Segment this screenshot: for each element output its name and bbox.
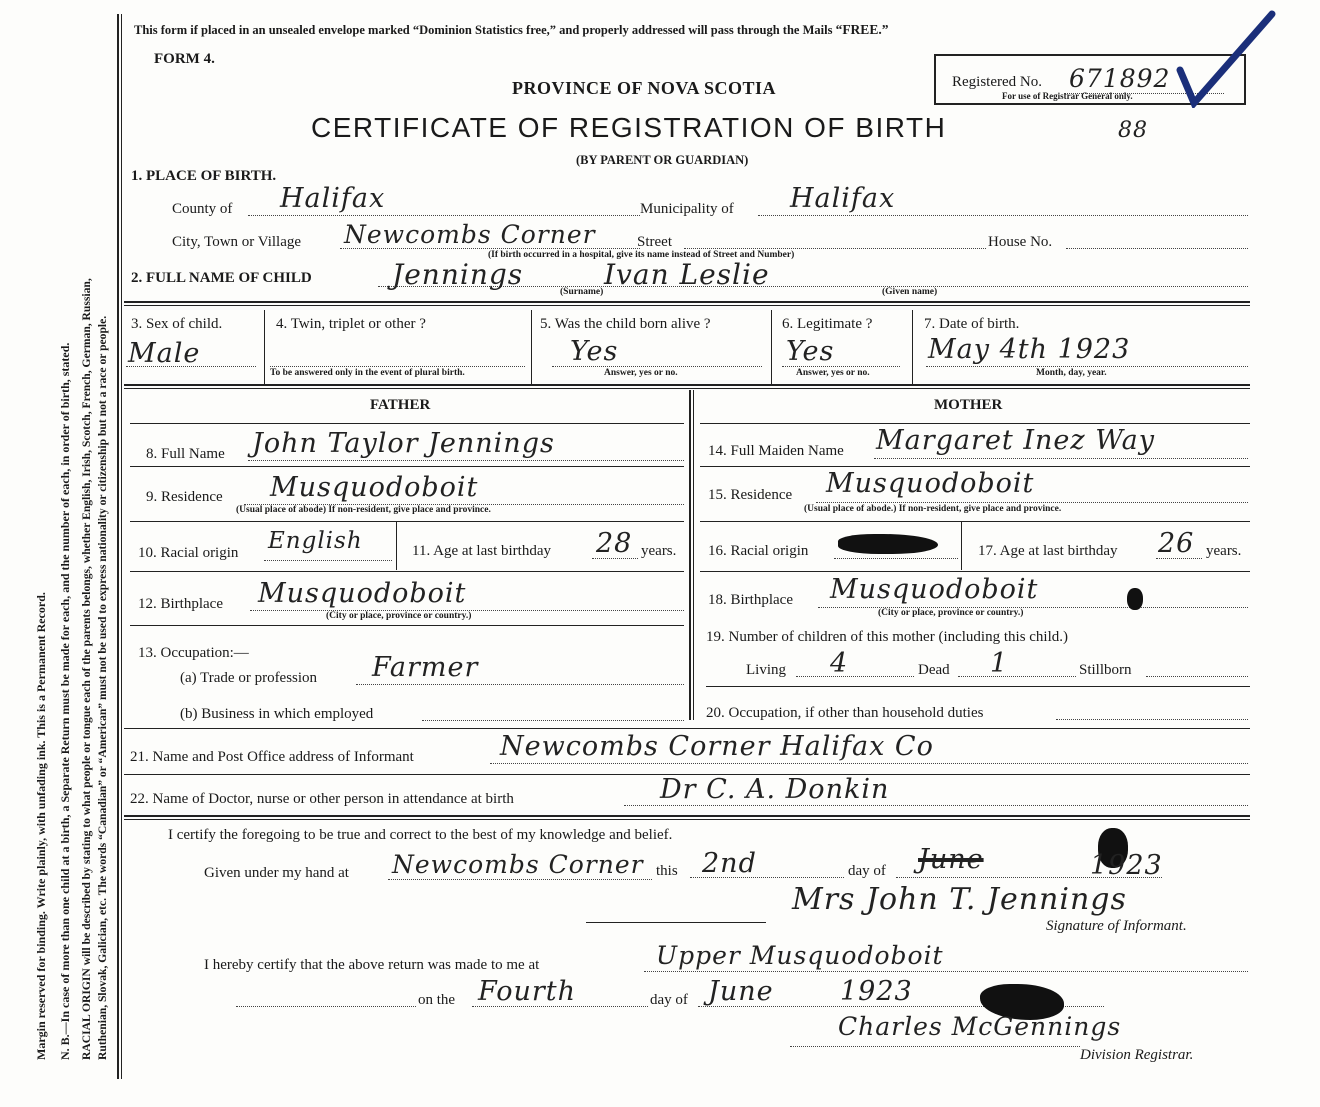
margin-note-racial-origin: RACIAL ORIGIN will be described by stating to what people or tongue each of the parents belongs, whether English, Irish, Scotch, French, German, Russian,	[80, 278, 93, 1060]
mother-residence-note: (Usual place of abode.) If non-resident, give place and province.	[804, 504, 1062, 514]
ink-blot-mark	[1127, 588, 1143, 610]
father-occupation-label: 13. Occupation:—	[138, 645, 249, 661]
stillborn-label: Stillborn	[1079, 662, 1132, 678]
father-race-value: English	[268, 528, 363, 554]
registrar-month-value: June	[708, 976, 774, 1007]
registrar-line: I hereby certify that the above return was made to me at	[204, 957, 540, 973]
mother-name-value: Margaret Inez Way	[876, 425, 1155, 456]
mother-name-label: 14. Full Maiden Name	[708, 443, 844, 459]
city-label: City, Town or Village	[172, 234, 302, 250]
street-label: Street	[637, 234, 672, 250]
certify-place-value: Newcombs Corner	[392, 850, 644, 879]
legitimate-label: 6. Legitimate ?	[782, 316, 873, 332]
mother-age-value: 26	[1158, 528, 1195, 559]
form-left-border	[117, 14, 119, 1079]
county-value: Halifax	[280, 183, 386, 214]
margin-note-binding: Margin reserved for binding. Write plainly, with unfading ink. This is a Permanent Record.	[34, 592, 48, 1060]
child-given-name: Ivan Leslie	[604, 258, 770, 291]
dead-label: Dead	[918, 662, 950, 678]
registered-number: 671892	[1069, 64, 1171, 93]
this-label: this	[656, 863, 678, 879]
alive-value: Yes	[570, 336, 619, 367]
registrar-signature-label: Division Registrar.	[1080, 1047, 1194, 1063]
father-name-value: John Taylor Jennings	[252, 428, 555, 459]
mother-residence-label: 15. Residence	[708, 487, 793, 503]
margin-note-racial-origin-cont: Ruthenian, Slovak, Galician, etc. The words “Canadian” or “American” must not be used to express nationality or citizenship but not a race or people.	[96, 315, 109, 1060]
living-label: Living	[746, 662, 786, 678]
doctor-value: Dr C. A. Donkin	[660, 774, 890, 805]
house-label: House No.	[988, 234, 1053, 250]
father-age-value: 28	[596, 528, 633, 559]
twin-note: To be answered only in the event of plural birth.	[270, 368, 465, 378]
dead-value: 1	[990, 648, 1009, 679]
twin-label: 4. Twin, triplet or other ?	[276, 316, 426, 332]
on-the-label: on the	[418, 992, 456, 1008]
children-count-label: 19. Number of children of this mother (including this child.)	[706, 629, 1069, 645]
certify-line: I certify the foregoing to be true and correct to the best of my knowledge and belief.	[168, 827, 673, 843]
top-mail-note: This form if placed in an unsealed envelope marked “Dominion Statistics free,” and properly addressed will pass through the Mails “FREE.”	[134, 22, 889, 37]
certify-year-value: 1923	[1090, 850, 1163, 881]
informant-signature: Mrs John T. Jennings	[792, 882, 1127, 917]
mother-heading: MOTHER	[934, 397, 1003, 413]
mother-age-label: 17. Age at last birthday	[978, 543, 1118, 559]
county-label: County of	[172, 201, 233, 217]
certify-month-value: June	[918, 844, 984, 875]
registrar-year-value: 1923	[840, 976, 913, 1007]
legitimate-value: Yes	[786, 336, 835, 367]
form-number: FORM 4.	[154, 51, 215, 67]
province-heading: PROVINCE OF NOVA SCOTIA	[512, 78, 777, 98]
father-heading: FATHER	[370, 397, 431, 413]
father-age-years: years.	[641, 543, 677, 559]
hospital-note: (If birth occurred in a hospital, give its name instead of Street and Number)	[488, 250, 795, 260]
registered-note: For use of Registrar General only.	[1002, 91, 1133, 101]
pencil-mark: 88	[1118, 118, 1148, 143]
mother-race-label: 16. Racial origin	[708, 543, 809, 559]
city-value: Newcombs Corner	[344, 220, 596, 249]
mother-birthplace-label: 18. Birthplace	[708, 592, 793, 608]
father-birthplace-note: (City or place, province or country.)	[326, 611, 472, 621]
registrar-dayof-label: day of	[650, 992, 688, 1008]
mother-occupation-label: 20. Occupation, if other than household duties	[706, 705, 984, 721]
father-trade-label: (a) Trade or profession	[180, 670, 318, 686]
father-residence-value: Musquodoboit	[270, 472, 479, 503]
alive-label: 5. Was the child born alive ?	[540, 316, 711, 332]
certificate-title: CERTIFICATE OF REGISTRATION OF BIRTH	[311, 112, 947, 143]
living-value: 4	[830, 648, 849, 679]
father-residence-note: (Usual place of abode) If non-resident, give place and province.	[236, 505, 491, 515]
dob-value: May 4th 1923	[928, 334, 1131, 365]
checkmark-icon	[1172, 8, 1282, 108]
place-heading: 1. PLACE OF BIRTH.	[131, 168, 277, 184]
margin-note-multiple-births: N. B.—In case of more than one child at a birth, a Separate Return must be made for each, and the number of each, in order of birth, stated.	[58, 342, 72, 1060]
mother-birthplace-value: Musquodoboit	[830, 574, 1039, 605]
informant-label: 21. Name and Post Office address of Informant	[130, 749, 414, 765]
given-under-label: Given under my hand at	[204, 865, 349, 881]
dob-label: 7. Date of birth.	[924, 316, 1020, 332]
mother-age-years: years.	[1206, 543, 1242, 559]
father-birthplace-label: 12. Birthplace	[138, 596, 223, 612]
doctor-label: 22. Name of Doctor, nurse or other person in attendance at birth	[130, 791, 514, 807]
mother-race-ink-blot	[838, 534, 938, 554]
registrar-signature: Charles McGennings	[838, 1012, 1122, 1041]
mother-birthplace-note: (City or place, province or country.)	[878, 608, 1024, 618]
father-race-label: 10. Racial origin	[138, 545, 239, 561]
child-name-label: 2. FULL NAME OF CHILD	[131, 270, 312, 286]
registrar-place-value: Upper Musquodoboit	[656, 941, 944, 970]
municipality-label: Municipality of	[640, 201, 734, 217]
given-name-note: (Given name)	[882, 287, 938, 297]
father-trade-value: Farmer	[372, 652, 479, 683]
legitimate-note: Answer, yes or no.	[796, 368, 870, 378]
sex-value: Male	[128, 338, 201, 369]
father-residence-label: 9. Residence	[146, 489, 223, 505]
certify-day-value: 2nd	[702, 848, 757, 879]
father-name-label: 8. Full Name	[146, 446, 225, 462]
father-business-label: (b) Business in which employed	[180, 706, 374, 722]
registrar-day-value: Fourth	[478, 976, 577, 1007]
informant-signature-label: Signature of Informant.	[1046, 918, 1187, 934]
father-birthplace-value: Musquodoboit	[258, 578, 467, 609]
municipality-value: Halifax	[790, 183, 896, 214]
registered-label: Registered No.	[952, 74, 1042, 90]
surname-note: (Surname)	[560, 287, 604, 297]
form-left-border-inner	[121, 14, 122, 1079]
informant-value: Newcombs Corner Halifax Co	[500, 731, 934, 762]
dob-note: Month, day, year.	[1036, 368, 1107, 378]
mother-residence-value: Musquodoboit	[826, 468, 1035, 499]
day-of-label: day of	[848, 863, 886, 879]
alive-note: Answer, yes or no.	[604, 368, 678, 378]
sex-label: 3. Sex of child.	[131, 316, 223, 332]
child-surname: Jennings	[392, 258, 524, 291]
free-label: “FREE.”	[835, 22, 889, 37]
certificate-subtitle: (BY PARENT OR GUARDIAN)	[576, 153, 749, 167]
father-age-label: 11. Age at last birthday	[412, 543, 551, 559]
